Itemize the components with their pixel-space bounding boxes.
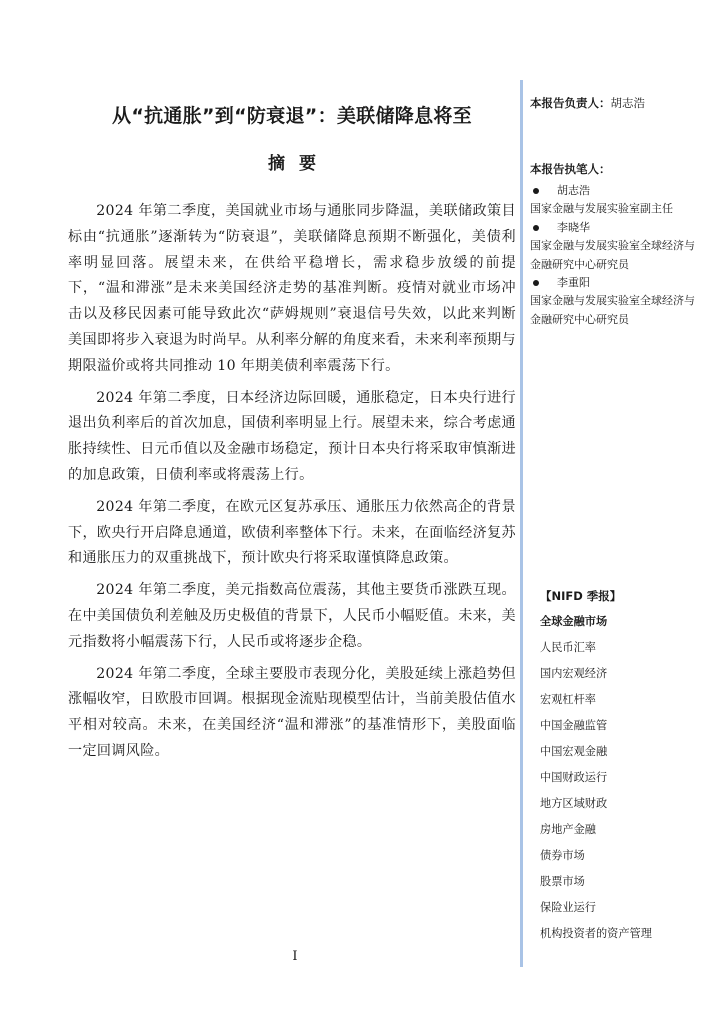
sidebar [530,0,700,1024]
report-responsible [530,94,700,112]
author-entry [530,274,700,329]
series-item-real-estate-finance[interactable]: 房地产金融 [540,823,596,836]
author-name: 李重阳 [557,276,590,290]
sidebar-divider [520,80,523,967]
series-item-asset-management[interactable]: 机构投资者的资产管理 [540,927,652,940]
series-item-macro-leverage[interactable]: 宏观杠杆率 [540,693,596,706]
report-main-column [68,0,516,1024]
author-name: 胡志浩 [557,184,590,197]
abstract-paragraph-japan: 2024 年第二季度，日本经济边际回暖，通胀稳定，日本央行进行退出负利率后的首次加息，国债利率明显上行。展望未来，综合考虑通胀持续性、日元币值以及金融市场稳定，预计日本央行将采取审慎渐进的加息政策，日债利率或将震荡上行。 [68,389,516,483]
series-item-financial-regulation[interactable]: 中国金融监管 [540,719,608,732]
responsible-name: 胡志浩 [610,96,645,110]
series-title: 【NIFD 季报】 [540,589,622,603]
authors-label: 本报告执笔人： [530,162,611,176]
series-item-local-finance[interactable]: 地方区域财政 [540,797,608,810]
responsible-label: 本报告负责人： [530,96,611,110]
bullet-icon [533,188,539,194]
abstract-paragraph-euro: 2024 年第二季度，在欧元区复苏承压、通胀压力依然高企的背景下，欧央行开启降息通道，欧债利率整体下行。未来，在面临经济复苏和通胀压力的双重挑战下，预计欧央行将采取谨慎降息政策。 [68,498,516,567]
series-item-stock-market[interactable]: 股票市场 [540,875,585,888]
series-item-macro-finance[interactable]: 中国宏观金融 [540,745,608,758]
authors-block [530,160,700,329]
page-number: I [292,949,298,964]
abstract-paragraph-us: 2024 年第二季度，美国就业市场与通胀同步降温，美联储政策目标由“抗通胀”逐渐转为“防衰退”，美联储降息预期不断强化，美债利率明显回落。展望未来，在供给平稳增长，需求稳步放缓的前提下，“温和滞涨”是未来美国经济走势的基准判断。疫情对就业市场冲击以及移民因素可能导致此次“萨姆规则”衰退信号失效，以此来判断美国即将步入衰退为时尚早。从利率分解的角度来看，未来利率预期与期限溢价或将共同推动 10 年期美债利率震荡下行。 [68,203,516,374]
abstract-body [68,199,516,771]
author-affiliation: 国家金融与发展实验室全球经济与金融研究中心研究员 [530,239,695,271]
abstract-paragraph-fx: 2024 年第二季度，美元指数高位震荡，其他主要货币涨跌互现。在中美国债负利差触及历史极值的背景下，人民币小幅贬值。未来，美元指数将小幅震荡下行，人民币或将逐步企稳。 [68,582,516,650]
author-affiliation: 国家金融与发展实验室副主任 [530,202,673,216]
report-title: 从“抗通胀”到“防衰退”：美联储降息将至 [112,105,472,127]
series-item-domestic-macro[interactable]: 国内宏观经济 [540,667,608,680]
series-item-global-financial-markets[interactable]: 全球金融市场 [540,615,608,628]
author-entry [530,219,700,274]
author-name: 李晓华 [557,220,590,234]
series-item-rmb-exchange-rate[interactable]: 人民币汇率 [540,641,596,654]
abstract-heading: 摘要 [268,154,330,174]
abstract-paragraph-equity: 2024 年第二季度，全球主要股市表现分化，美股延续上涨趋势但涨幅收窄，日欧股市回调。根据现金流贴现模型估计，当前美股估值水平相对较高。未来，在美国经济“温和滞涨”的基准情形下，美股面临一定回调风险。 [68,665,516,759]
series-item-insurance[interactable]: 保险业运行 [540,901,596,914]
author-entry [530,182,700,219]
series-nav [540,587,700,951]
bullet-icon [533,280,539,286]
author-affiliation: 国家金融与发展实验室全球经济与金融研究中心研究员 [530,294,695,326]
series-item-bond-market[interactable]: 债券市场 [540,849,585,862]
bullet-icon [533,225,539,231]
series-item-fiscal-operation[interactable]: 中国财政运行 [540,771,608,784]
